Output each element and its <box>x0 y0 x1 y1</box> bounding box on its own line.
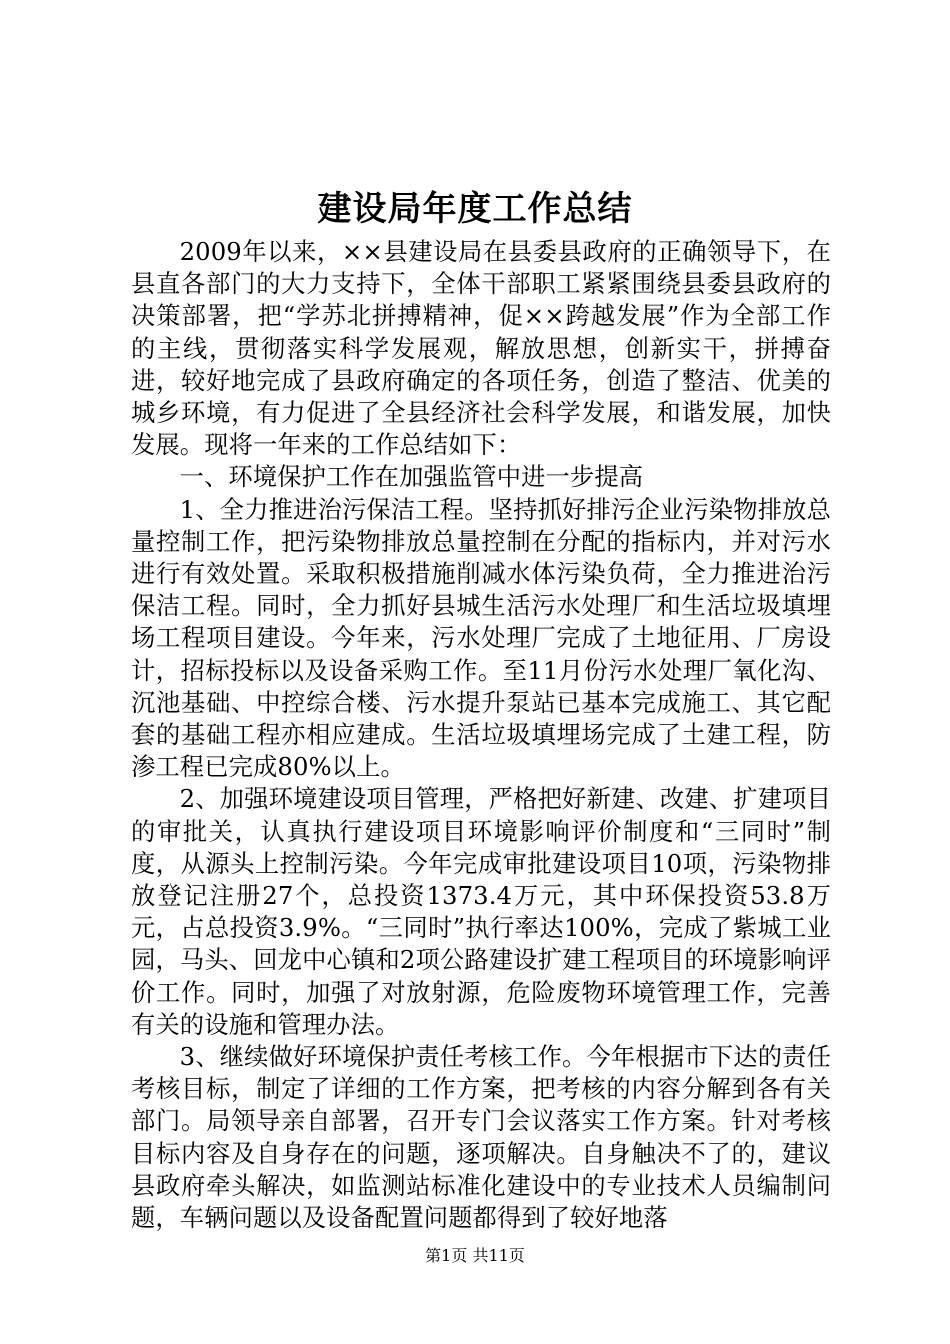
document-body <box>131 236 831 1234</box>
page-footer: 第1页 共11页 <box>425 1246 525 1265</box>
paragraph-intro: 2009年以来，××县建设局在县委县政府的正确领导下，在县直各部门的大力支持下，全体干部职工紧紧围绕县委县政府的决策部署，把“学苏北拼搏精神，促××跨越发展”作为全部工作的主线，贯彻落实科学发展观，解放思想，创新实干，拼搏奋进，较好地完成了县政府确定的各项任务，创造了整洁、优美的城乡环境，有力促进了全县经济社会科学发展，和谐发展，加快发展。现将一年来的工作总结如下： <box>131 237 831 460</box>
document-title: 建设局年度工作总结 <box>317 189 633 229</box>
paragraph-item-2: 2、加强环境建设项目管理，严格把好新建、改建、扩建项目的审批关，认真执行建设项目环境影响评价制度和“三同时”制度，从源头上控制污染。今年完成审批建设项目10项，污染物排放登记注册27个，总投资1373.4万元，其中环保投资53.8万元，占总投资3.9%。“三同时”执行率达100%，完成了紫城工业园，马头、回龙中心镇和2项公路建设扩建工程项目的环境影响评价工作。同时，加强了对放射源，危险废物环境管理工作，完善有关的设施和管理办法。 <box>131 784 831 1039</box>
paragraph-item-3: 3、继续做好环境保护责任考核工作。今年根据市下达的责任考核目标，制定了详细的工作方案，把考核的内容分解到各有关部门。局领导亲自部署，召开专门会议落实工作方案。针对考核目标内容及自身存在的问题，逐项解决。自身触决不了的，建议县政府牵头解决，如监测站标准化建设中的专业技术人员编制问题，车辆问题以及设备配置问题都得到了较好地落 <box>131 1042 831 1233</box>
paragraph-item-1: 1、全力推进治污保洁工程。坚持抓好排污企业污染物排放总量控制工作，把污染物排放总量控制在分配的指标内，并对污水进行有效处置。采取积极措施削减水体污染负荷，全力推进治污保洁工程。同时，全力抓好县城生活污水处理厂和生活垃圾填埋场工程项目建设。今年来，污水处理厂完成了土地征用、厂房设计，招标投标以及设备采购工作。至11月份污水处理厂氧化沟、沉池基础、中控综合楼、污水提升泵站已基本完成施工、其它配套的基础工程亦相应建成。生活垃圾填埋场完成了土建工程，防渗工程已完成80%以上。 <box>131 494 831 782</box>
section-heading-environment: 一、环境保护工作在加强监管中进一步提高 <box>179 462 644 492</box>
